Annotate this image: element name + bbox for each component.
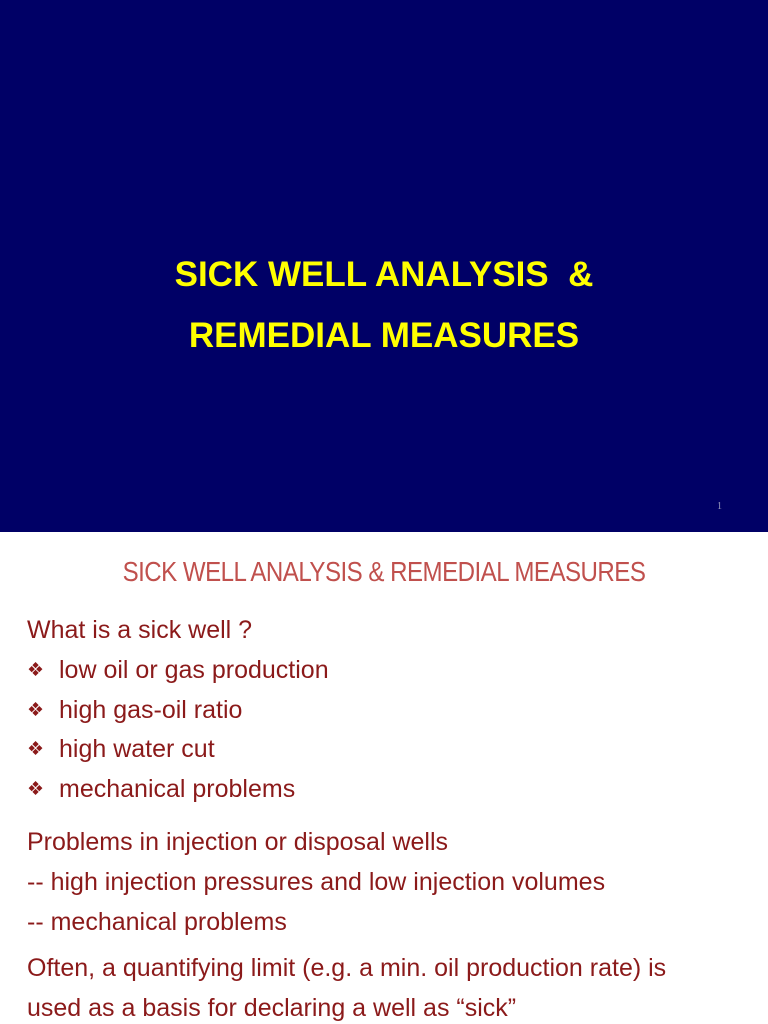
four-diamond-bullet-icon: ❖ (27, 700, 45, 721)
slide-heading: SICK WELL ANALYSIS & REMEDIAL MEASURES (122, 556, 646, 587)
closing-line-1: Often, a quantifying limit (e.g. a min. oil production rate) is (27, 954, 667, 982)
bullet-text: high water cut (59, 735, 215, 763)
bullet-text: mechanical problems (59, 775, 296, 803)
question-text: What is a sick well ? (27, 616, 253, 644)
four-diamond-bullet-icon: ❖ (27, 779, 45, 800)
content-slide (0, 532, 768, 1024)
injection-item: -- high injection pressures and low injection volumes (27, 868, 606, 896)
closing-line-2: used as a basis for declaring a well as “sick” (27, 994, 517, 1022)
injection-heading: Problems in injection or disposal wells (27, 828, 449, 856)
slide-number: 1 (717, 501, 722, 512)
title-line-1: SICK WELL ANALYSIS & (174, 255, 594, 294)
bullet-item (27, 695, 242, 726)
bullet-item (27, 774, 295, 805)
bullet-item (27, 655, 329, 686)
four-diamond-bullet-icon: ❖ (27, 660, 45, 681)
title-line-2: REMEDIAL MEASURES (188, 316, 580, 355)
four-diamond-bullet-icon: ❖ (27, 739, 45, 760)
bullet-item (27, 734, 215, 765)
bullet-text: low oil or gas production (59, 656, 329, 684)
injection-item: -- mechanical problems (27, 908, 287, 936)
bullet-text: high gas-oil ratio (59, 696, 243, 724)
